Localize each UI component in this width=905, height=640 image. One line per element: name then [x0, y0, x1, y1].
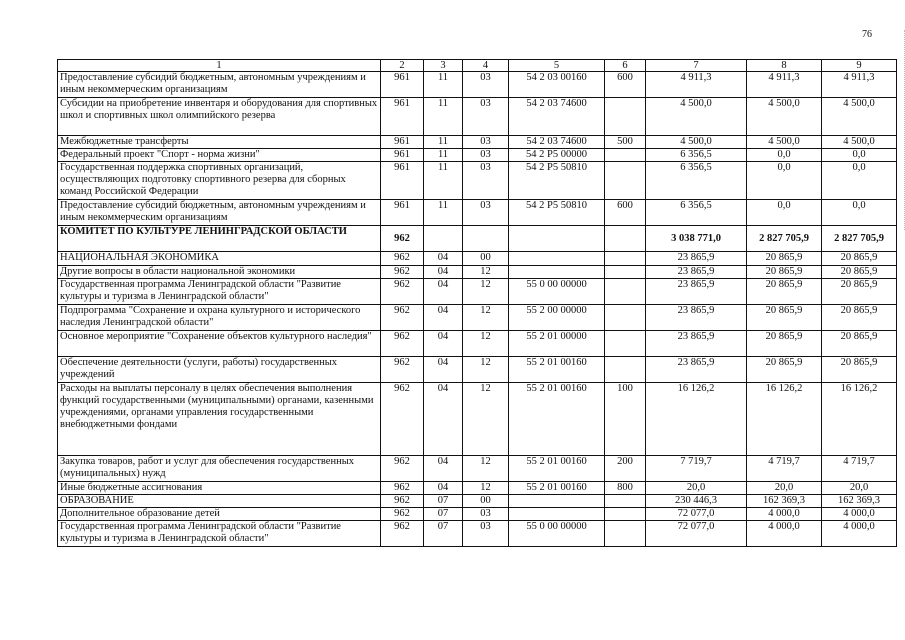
row-expense-type-cell — [605, 98, 646, 136]
row-amount-year1-cell: 6 356,5 — [646, 149, 747, 162]
row-target-article-cell — [509, 508, 605, 521]
budget-table — [57, 59, 897, 547]
table-row — [58, 279, 897, 305]
row-expense-type-cell: 600 — [605, 200, 646, 226]
row-name-cell: Основное мероприятие "Сохранение объектов культурного наследия" — [58, 331, 381, 357]
table-row — [58, 456, 897, 482]
row-subsection-cell: 12 — [463, 331, 509, 357]
row-expense-type-cell — [605, 521, 646, 547]
row-expense-type-cell — [605, 226, 646, 252]
row-ved-cell: 961 — [381, 162, 424, 200]
header-cell: 8 — [747, 60, 822, 72]
row-subsection-cell: 12 — [463, 357, 509, 383]
row-ved-cell: 961 — [381, 149, 424, 162]
header-cell: 1 — [58, 60, 381, 72]
row-section-cell: 07 — [424, 508, 463, 521]
row-section-cell: 11 — [424, 136, 463, 149]
header-cell: 5 — [509, 60, 605, 72]
row-ved-cell: 962 — [381, 508, 424, 521]
row-amount-year3-cell: 20 865,9 — [822, 279, 897, 305]
row-amount-year2-cell: 20 865,9 — [747, 252, 822, 266]
row-target-article-cell: 54 2 P5 50810 — [509, 200, 605, 226]
row-section-cell: 11 — [424, 149, 463, 162]
row-target-article-cell: 54 2 03 74600 — [509, 98, 605, 136]
row-target-article-cell: 54 2 P5 50810 — [509, 162, 605, 200]
row-target-article-cell: 55 2 01 00160 — [509, 482, 605, 495]
row-ved-cell: 962 — [381, 266, 424, 279]
header-cell: 4 — [463, 60, 509, 72]
table-row — [58, 162, 897, 200]
row-amount-year2-cell: 20,0 — [747, 482, 822, 495]
row-amount-year2-cell: 4 000,0 — [747, 521, 822, 547]
row-name-cell: Государственная программа Ленинградской области "Развитие культуры и туризма в Ленинградской области" — [58, 521, 381, 547]
row-amount-year1-cell: 23 865,9 — [646, 252, 747, 266]
row-ved-cell: 962 — [381, 226, 424, 252]
row-subsection-cell: 12 — [463, 305, 509, 331]
row-name-cell: КОМИТЕТ ПО КУЛЬТУРЕ ЛЕНИНГРАДСКОЙ ОБЛАСТИ — [58, 226, 381, 252]
table-row — [58, 521, 897, 547]
scan-edge-mark — [901, 30, 905, 230]
table-row — [58, 331, 897, 357]
row-amount-year2-cell: 0,0 — [747, 149, 822, 162]
row-amount-year3-cell: 16 126,2 — [822, 383, 897, 456]
row-amount-year1-cell: 16 126,2 — [646, 383, 747, 456]
table-row — [58, 305, 897, 331]
row-amount-year3-cell: 20 865,9 — [822, 305, 897, 331]
row-amount-year3-cell: 0,0 — [822, 162, 897, 200]
row-amount-year3-cell: 20 865,9 — [822, 331, 897, 357]
row-ved-cell: 962 — [381, 383, 424, 456]
row-subsection-cell: 03 — [463, 521, 509, 547]
row-name-cell: Подпрограмма "Сохранение и охрана культурного и исторического наследия Ленинградской области" — [58, 305, 381, 331]
row-target-article-cell — [509, 252, 605, 266]
row-expense-type-cell: 200 — [605, 456, 646, 482]
row-name-cell: НАЦИОНАЛЬНАЯ ЭКОНОМИКА — [58, 252, 381, 266]
row-amount-year1-cell: 4 500,0 — [646, 98, 747, 136]
row-target-article-cell: 55 0 00 00000 — [509, 279, 605, 305]
row-amount-year3-cell: 4 000,0 — [822, 508, 897, 521]
row-name-cell: Предоставление субсидий бюджетным, автономным учреждениям и иным некоммерческим организациям — [58, 200, 381, 226]
row-subsection-cell: 00 — [463, 495, 509, 508]
row-amount-year1-cell: 72 077,0 — [646, 521, 747, 547]
table-row — [58, 149, 897, 162]
row-section-cell: 11 — [424, 200, 463, 226]
table-row — [58, 357, 897, 383]
row-amount-year3-cell: 20 865,9 — [822, 357, 897, 383]
row-target-article-cell — [509, 266, 605, 279]
row-amount-year2-cell: 4 000,0 — [747, 508, 822, 521]
row-amount-year2-cell: 0,0 — [747, 200, 822, 226]
row-amount-year1-cell: 72 077,0 — [646, 508, 747, 521]
row-ved-cell: 962 — [381, 456, 424, 482]
row-subsection-cell: 12 — [463, 383, 509, 456]
row-ved-cell: 962 — [381, 521, 424, 547]
table-row — [58, 482, 897, 495]
row-amount-year3-cell: 20 865,9 — [822, 252, 897, 266]
row-subsection-cell: 03 — [463, 72, 509, 98]
row-section-cell: 04 — [424, 357, 463, 383]
row-expense-type-cell — [605, 252, 646, 266]
row-target-article-cell — [509, 495, 605, 508]
row-amount-year3-cell: 20 865,9 — [822, 266, 897, 279]
row-name-cell: Субсидии на приобретение инвентаря и оборудования для спортивных школ и спортивных школ олимпийского резерва — [58, 98, 381, 136]
row-amount-year2-cell: 4 719,7 — [747, 456, 822, 482]
row-amount-year3-cell: 20,0 — [822, 482, 897, 495]
row-amount-year1-cell: 23 865,9 — [646, 266, 747, 279]
row-section-cell: 04 — [424, 456, 463, 482]
row-amount-year2-cell: 2 827 705,9 — [747, 226, 822, 252]
row-target-article-cell: 55 2 00 00000 — [509, 305, 605, 331]
row-subsection-cell: 12 — [463, 266, 509, 279]
row-expense-type-cell: 500 — [605, 136, 646, 149]
row-ved-cell: 961 — [381, 200, 424, 226]
table-row — [58, 266, 897, 279]
row-name-cell: Обеспечение деятельности (услуги, работы) государственных учреждений — [58, 357, 381, 383]
row-name-cell: Другие вопросы в области национальной экономики — [58, 266, 381, 279]
row-amount-year2-cell: 20 865,9 — [747, 357, 822, 383]
row-amount-year3-cell: 0,0 — [822, 200, 897, 226]
row-target-article-cell: 54 2 03 74600 — [509, 136, 605, 149]
row-section-cell: 04 — [424, 482, 463, 495]
row-amount-year3-cell: 2 827 705,9 — [822, 226, 897, 252]
row-section-cell: 07 — [424, 521, 463, 547]
row-amount-year1-cell: 4 500,0 — [646, 136, 747, 149]
row-amount-year2-cell: 20 865,9 — [747, 279, 822, 305]
row-expense-type-cell: 600 — [605, 72, 646, 98]
row-target-article-cell: 54 2 03 00160 — [509, 72, 605, 98]
row-expense-type-cell — [605, 266, 646, 279]
page-number: 76 — [862, 29, 872, 40]
row-subsection-cell: 03 — [463, 149, 509, 162]
header-cell: 9 — [822, 60, 897, 72]
row-amount-year1-cell: 4 911,3 — [646, 72, 747, 98]
row-ved-cell: 962 — [381, 279, 424, 305]
row-section-cell: 04 — [424, 383, 463, 456]
header-row — [58, 60, 897, 72]
row-target-article-cell: 55 2 01 00160 — [509, 357, 605, 383]
row-amount-year1-cell: 23 865,9 — [646, 279, 747, 305]
row-subsection-cell: 03 — [463, 200, 509, 226]
row-target-article-cell — [509, 226, 605, 252]
row-subsection-cell: 03 — [463, 162, 509, 200]
row-amount-year2-cell: 162 369,3 — [747, 495, 822, 508]
row-ved-cell: 962 — [381, 252, 424, 266]
row-subsection-cell: 12 — [463, 482, 509, 495]
table-row — [58, 383, 897, 456]
header-cell: 3 — [424, 60, 463, 72]
row-amount-year1-cell: 7 719,7 — [646, 456, 747, 482]
row-name-cell: Иные бюджетные ассигнования — [58, 482, 381, 495]
row-amount-year1-cell: 23 865,9 — [646, 305, 747, 331]
row-subsection-cell — [463, 226, 509, 252]
row-expense-type-cell — [605, 495, 646, 508]
row-subsection-cell: 03 — [463, 508, 509, 521]
row-amount-year2-cell: 16 126,2 — [747, 383, 822, 456]
table-row — [58, 226, 897, 252]
row-target-article-cell: 55 0 00 00000 — [509, 521, 605, 547]
row-amount-year1-cell: 23 865,9 — [646, 357, 747, 383]
table-row — [58, 252, 897, 266]
row-subsection-cell: 03 — [463, 98, 509, 136]
row-name-cell: Межбюджетные трансферты — [58, 136, 381, 149]
row-subsection-cell: 03 — [463, 136, 509, 149]
row-ved-cell: 962 — [381, 331, 424, 357]
row-name-cell: Государственная поддержка спортивных организаций, осуществляющих подготовку спортивного резерва для сборных команд Российской Федерации — [58, 162, 381, 200]
row-amount-year2-cell: 20 865,9 — [747, 305, 822, 331]
row-ved-cell: 961 — [381, 72, 424, 98]
row-amount-year3-cell: 162 369,3 — [822, 495, 897, 508]
row-expense-type-cell — [605, 162, 646, 200]
row-ved-cell: 961 — [381, 98, 424, 136]
row-amount-year2-cell: 20 865,9 — [747, 331, 822, 357]
row-target-article-cell: 55 2 01 00000 — [509, 331, 605, 357]
row-name-cell: Предоставление субсидий бюджетным, автономным учреждениям и иным некоммерческим организациям — [58, 72, 381, 98]
row-expense-type-cell — [605, 331, 646, 357]
row-amount-year1-cell: 20,0 — [646, 482, 747, 495]
table-row — [58, 72, 897, 98]
header-cell: 6 — [605, 60, 646, 72]
row-section-cell: 11 — [424, 98, 463, 136]
row-amount-year3-cell: 4 719,7 — [822, 456, 897, 482]
row-amount-year2-cell: 4 500,0 — [747, 98, 822, 136]
row-amount-year3-cell: 4 500,0 — [822, 98, 897, 136]
row-amount-year3-cell: 0,0 — [822, 149, 897, 162]
row-amount-year3-cell: 4 500,0 — [822, 136, 897, 149]
table-row — [58, 508, 897, 521]
row-target-article-cell: 54 2 P5 00000 — [509, 149, 605, 162]
row-expense-type-cell — [605, 305, 646, 331]
row-amount-year2-cell: 4 500,0 — [747, 136, 822, 149]
header-cell: 7 — [646, 60, 747, 72]
table-row — [58, 200, 897, 226]
row-subsection-cell: 00 — [463, 252, 509, 266]
row-section-cell: 04 — [424, 305, 463, 331]
row-subsection-cell: 12 — [463, 456, 509, 482]
row-section-cell: 04 — [424, 252, 463, 266]
row-expense-type-cell — [605, 357, 646, 383]
row-section-cell: 11 — [424, 72, 463, 98]
row-amount-year3-cell: 4 911,3 — [822, 72, 897, 98]
row-name-cell: Закупка товаров, работ и услуг для обеспечения государственных (муниципальных) нужд — [58, 456, 381, 482]
row-target-article-cell: 55 2 01 00160 — [509, 383, 605, 456]
row-amount-year1-cell: 230 446,3 — [646, 495, 747, 508]
row-ved-cell: 962 — [381, 495, 424, 508]
table-row — [58, 98, 897, 136]
row-amount-year2-cell: 20 865,9 — [747, 266, 822, 279]
row-name-cell: Государственная программа Ленинградской области "Развитие культуры и туризма в Ленинградской области" — [58, 279, 381, 305]
row-amount-year1-cell: 23 865,9 — [646, 331, 747, 357]
row-amount-year1-cell: 3 038 771,0 — [646, 226, 747, 252]
row-amount-year2-cell: 4 911,3 — [747, 72, 822, 98]
row-ved-cell: 962 — [381, 482, 424, 495]
row-subsection-cell: 12 — [463, 279, 509, 305]
row-name-cell: Федеральный проект "Спорт - норма жизни" — [58, 149, 381, 162]
row-section-cell — [424, 226, 463, 252]
row-expense-type-cell: 800 — [605, 482, 646, 495]
row-name-cell: Дополнительное образование детей — [58, 508, 381, 521]
row-expense-type-cell — [605, 279, 646, 305]
row-amount-year2-cell: 0,0 — [747, 162, 822, 200]
row-amount-year1-cell: 6 356,5 — [646, 162, 747, 200]
row-ved-cell: 962 — [381, 305, 424, 331]
row-expense-type-cell — [605, 508, 646, 521]
row-target-article-cell: 55 2 01 00160 — [509, 456, 605, 482]
table-row — [58, 136, 897, 149]
header-cell: 2 — [381, 60, 424, 72]
row-section-cell: 04 — [424, 279, 463, 305]
row-section-cell: 07 — [424, 495, 463, 508]
row-ved-cell: 961 — [381, 136, 424, 149]
row-ved-cell: 962 — [381, 357, 424, 383]
row-section-cell: 11 — [424, 162, 463, 200]
row-name-cell: Расходы на выплаты персоналу в целях обеспечения выполнения функций государственными (муниципальными) органами, казенными учреждениями, органами управления государственными внебюджетными фондами — [58, 383, 381, 456]
row-expense-type-cell: 100 — [605, 383, 646, 456]
row-name-cell: ОБРАЗОВАНИЕ — [58, 495, 381, 508]
row-amount-year1-cell: 6 356,5 — [646, 200, 747, 226]
table-row — [58, 495, 897, 508]
row-amount-year3-cell: 4 000,0 — [822, 521, 897, 547]
row-expense-type-cell — [605, 149, 646, 162]
row-section-cell: 04 — [424, 266, 463, 279]
row-section-cell: 04 — [424, 331, 463, 357]
